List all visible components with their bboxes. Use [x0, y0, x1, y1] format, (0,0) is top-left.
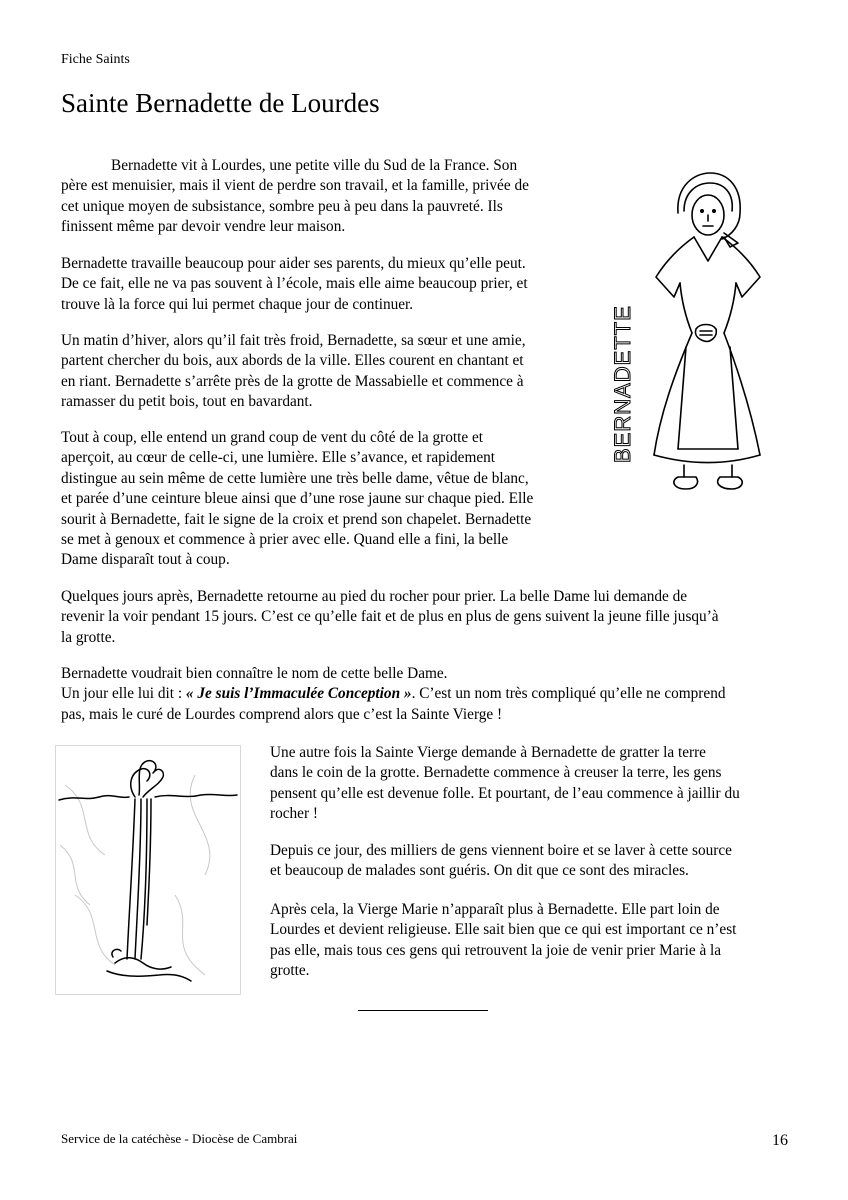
text-line: Depuis ce jour, des milliers de gens viennent boire et se laver à cette source — [270, 842, 732, 859]
text-line: sourit à Bernadette, fait le signe de la croix et prend son chapelet. Bernadette — [61, 510, 532, 528]
text-line: revenir la voir pendant 15 jours. C’est ce qu’elle fait et de plus en plus de gens suivent la jeune fille jusqu’à — [61, 608, 719, 626]
text-line: cet unique moyen de subsistance, sombre peu à peu dans la pauvreté. Ils — [61, 197, 503, 215]
paragraph-fifteen-days — [61, 587, 789, 648]
text-line: trouve là la force qui lui permet chaque jour de continuer. — [61, 295, 414, 313]
paragraph-miracles — [270, 841, 788, 882]
text-line: rocher ! — [270, 805, 318, 823]
text-line: Un matin d’hiver, alors qu’il fait très froid, Bernadette, sa sœur et une amie, — [61, 332, 526, 349]
text-line — [61, 684, 789, 704]
paragraph-apparition — [61, 428, 583, 571]
paragraph-winter-morning — [61, 331, 583, 413]
text-line: partent chercher du bois, aux abords de la ville. Elles courent en chantant et — [61, 352, 524, 370]
page-title: Sainte Bernadette de Lourdes — [61, 88, 380, 118]
text-line: Lourdes et devient religieuse. Elle sait bien que ce qui est important ce n’est — [270, 921, 737, 939]
text-line: De ce fait, elle ne va pas souvent à l’école, mais elle aime beaucoup prier, et — [61, 275, 528, 293]
text-line: distingue au sein même de cette lumière une très belle dame, vêtue de blanc, — [61, 469, 529, 487]
text-line: aperçoit, au cœur de celle-ci, une lumière. Elle s’avance, et rapidement — [61, 449, 496, 467]
text-line: Après cela, la Vierge Marie n’apparaît plus à Bernadette. Elle part loin de — [270, 901, 720, 918]
text-line: finissent même par devoir vendre leur maison. — [61, 218, 346, 236]
footer-service: Service de la catéchèse - Diocèse de Cambrai — [61, 1131, 298, 1146]
section-separator — [358, 1010, 488, 1011]
text-line: père est menuisier, mais il vient de perdre son travail, et la famille, privée de — [61, 177, 529, 195]
paragraph-religious-life — [270, 900, 788, 982]
text-line: dans le coin de la grotte. Bernadette commence à creuser la terre, les gens — [270, 764, 722, 782]
text-line: Bernadette travaille beaucoup pour aider ses parents, du mieux qu’elle peut. — [61, 255, 526, 272]
paragraph-immaculate-conception — [61, 664, 789, 725]
quote-text: « Je suis l’Immaculée Conception » — [185, 685, 412, 703]
text-line: Bernadette vit à Lourdes, une petite ville du Sud de la France. Son — [111, 157, 518, 174]
bernadette-illustration — [600, 165, 790, 505]
bernadette-caption: BERNADETTE — [610, 305, 635, 463]
text-line: grotte. — [270, 962, 310, 980]
text-segment: . C’est un nom très compliqué qu’elle ne comprend — [411, 685, 726, 703]
paragraph-work — [61, 254, 583, 315]
text-line: la grotte. — [61, 628, 116, 646]
text-line: pas, mais le curé de Lourdes comprend alors que c’est la Sainte Vierge ! — [61, 705, 503, 723]
text-line: pensent qu’elle est devenue folle. Et pourtant, de l’eau commence à jaillir du — [270, 784, 740, 802]
spring-illustration — [55, 745, 241, 995]
text-line: en riant. Bernadette s’arrête près de la grotte de Massabielle et commence à — [61, 372, 524, 390]
text-line: pas elle, mais tous ces gens qui retrouvent la joie de venir prier Marie à la — [270, 941, 722, 959]
text-line: Dame disparaît tout à coup. — [61, 551, 230, 569]
text-line: Tout à coup, elle entend un grand coup de vent du côté de la grotte et — [61, 429, 483, 446]
paragraph-intro — [61, 156, 583, 238]
text-line: Quelques jours après, Bernadette retourne au pied du rocher pour prier. La belle Dame lui demande de — [61, 588, 688, 605]
text-line: et beaucoup de malades sont guéris. On dit que ce sont des miracles. — [270, 862, 689, 880]
text-line: Bernadette voudrait bien connaître le nom de cette belle Dame. — [61, 665, 448, 682]
text-line: et parée d’une ceinture bleue ainsi que d’une rose jaune sur chaque pied. Elle — [61, 490, 534, 508]
text-segment: Un jour elle lui dit : — [61, 685, 186, 703]
paragraph-spring — [270, 743, 788, 825]
text-line: Une autre fois la Sainte Vierge demande à Bernadette de gratter la terre — [270, 744, 706, 761]
page-number: 16 — [772, 1132, 788, 1149]
header-label: Fiche Saints — [61, 52, 130, 67]
text-line: ramasser du petit bois, tout en bavardant. — [61, 393, 313, 411]
text-line: se met à genoux et commence à prier avec elle. Quand elle a fini, la belle — [61, 531, 509, 549]
